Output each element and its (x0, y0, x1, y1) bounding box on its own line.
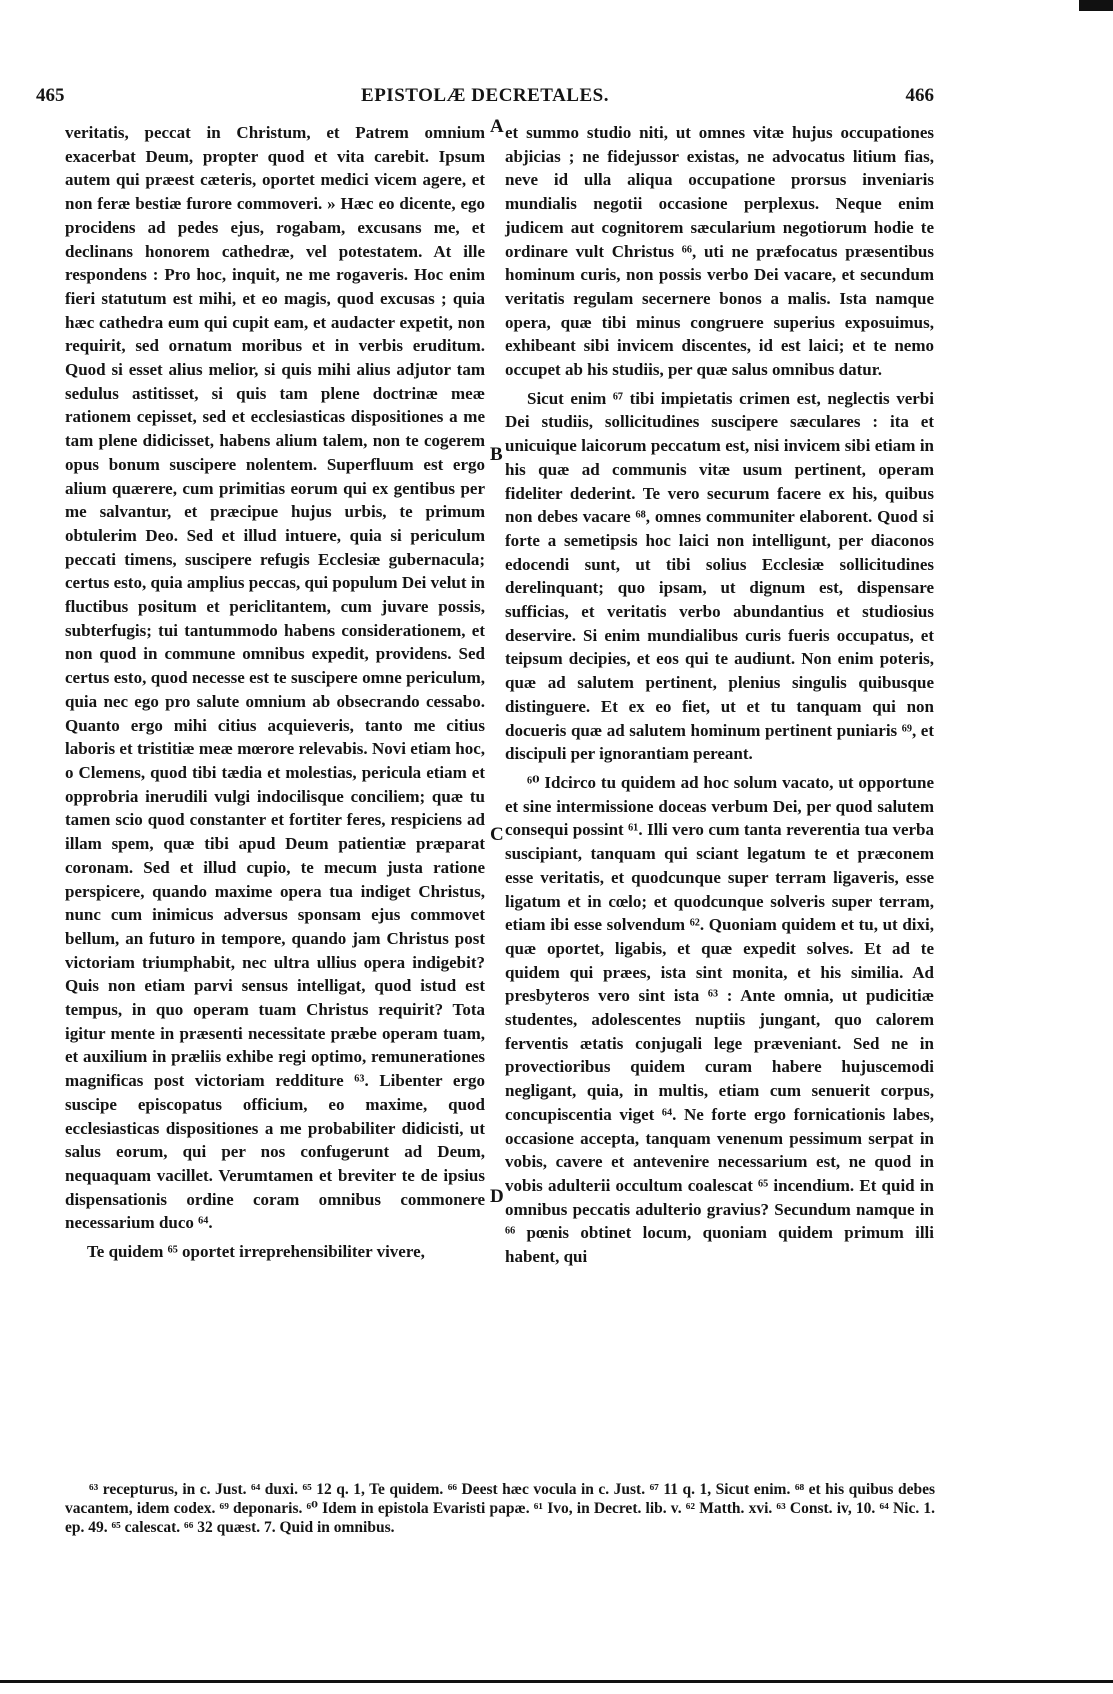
page-number-right: 466 (905, 85, 934, 106)
footnotes: ⁶³ recepturus, in c. Just. ⁶⁴ duxi. ⁶⁵ 12 q. 1, Te quidem. ⁶⁶ Deest hæc vocula in c. Just. ⁶⁷ 11 q. 1, Sicut enim. ⁶⁸ et his quibus debes vacantem, idem codex. ⁶⁹ deponaris. ⁶⁰ Idem in epistola Evaristi papæ. ⁶¹ Ivo, in Decret. lib. v. ⁶² Matth. xvi. ⁶³ Const. iv, 10. ⁶⁴ Nic. 1. ep. 49. ⁶⁵ calescat. ⁶⁶ 32 quæst. 7. Quid in omnibus. (65, 1481, 935, 1536)
section-marker-a: A (490, 116, 504, 137)
left-paragraph-1: veritatis, peccat in Christum, et Patrem omnium exacerbat Deum, propter quod et vita carebit. Ipsum autem qui præest cæteris, oportet medici vicem agere, et non feræ bestiæ furore commoveri. » Hæc eo dicente, ego procidens ad pedes ejus, rogabam, excusans me, et declinans honorem cathedræ, vel potestatem. At ille respondens : Pro hoc, inquit, ne me rogaveris. Hoc enim fieri statutum est mihi, et eo magis, quod excusas ; quia hæc cathedra eum qui cupit eam, et audacter expetit, non requirit, sed ornatum moribus et in verbis eruditum. Quod si esset alius melior, si quis mihi alius adjutor tam sedulus astitisset, si quis tam plene doctrinæ meæ rationem cepisset, sed et ecclesiasticas dispositiones a me tam plene didicisset, habens alium talem, non te cogerem opus bonum suscipere nolentem. Superfluum est ergo alium quærere, cum primitias eorum qui ex gentibus per me salvantur, et præcipue hujus urbis, te primum obtulerim Deo. Sed et illud intuere, quia si periculum peccati timens, suscipere refugis Ecclesiæ gubernacula; certus esto, quia amplius peccas, qui populum Dei velut in fluctibus positum et periclitantem, cum juvare possis, subterfugis; tui tantummodo habens considerationem, et non quod in commune omnibus expedit, providens. Sed certus esto, quod necesse est te suscipere omne periculum, quia nec ego pro salute omnium ab obsecrando cessabo. Quanto ergo mihi citius acquieveris, tanto me citius laboris et tristitiæ meæ mœrore relevabis. Novi etiam hoc, o Clemens, quod tibi tædia et molestias, pericula etiam et opprobria inerudili vulgi indocilisque conciliem; quæ tu tamen scio quod constanter et fortiter feres, respiciens ad illam spem, quæ tibi apud Deum patientiæ præparat coronam. Sed et illud cupio, te mecum justa ratione perspicere, quando maxime opera tua indiget Christus, nunc cum inimicus adversus sponsam ejus commovet bellum, an futuro in tempore, quando jam Christus post victoriam triumphabit, nec ultra ullius opera indigebit? Quis non etiam parvi sensus intelligat, quod istud est tempus, in quo operam tuam Christus requirit? Tota igitur mente in præsenti necessitate præbe operam tuam, et auxilium in præliis exhibe regi optimo, remunerationes magnificas post victoriam redditure ⁶³. Libenter ergo suscipe episcopatus officium, eo maxime, quod ecclesiasticas dispositiones a me probabiliter didicisti, ut salus eorum, qui per nos confugerunt ad Deum, nequaquam vacillet. Verumtamen et breviter te de ipsius dispensationis ordine coram omnibus commonere necessarium duco ⁶⁴. (65, 123, 485, 1233)
page-number-left: 465 (36, 85, 65, 106)
bottom-rule (0, 1680, 1113, 1683)
section-marker-c: C (490, 824, 504, 845)
section-marker-d: D (490, 1186, 504, 1207)
running-header (36, 85, 934, 113)
left-paragraph-2: Te quidem ⁶⁵ oportet irreprehensibiliter vivere, (87, 1242, 425, 1262)
section-marker-b: B (490, 444, 503, 465)
running-title: EPISTOLÆ DECRETALES. (361, 85, 609, 106)
right-column (505, 121, 934, 1269)
left-column (65, 121, 485, 1264)
right-paragraph-1: et summo studio niti, ut omnes vitæ hujus occupationes abjicias ; ne fidejussor existas, ne advocatus litium fias, neve id ulla aliqua occupatione prorsus inveniaris mundialis negotii occasione perplexus. Neque enim judicem aut cognitorem sæcularium negotiorum hodie te ordinare vult Christus ⁶⁶, uti ne præfocatus præsentibus hominum curis, non possis verbo Dei vacare, et secundum veritatis regulam secernere bonos a malis. Ista namque opera, quæ tibi minus congruere superius exposuimus, exhibeant sibi invicem discentes, id est laici; et te nemo occupet ab his studiis, per quæ salus omnibus datur. (505, 123, 934, 380)
right-paragraph-2: Sicut enim ⁶⁷ tibi impietatis crimen est, neglectis verbi Dei studiis, sollicitudines suscipere sæculares : ita et unicuique laicorum peccatum est, nisi invicem sibi etiam in his quæ ad communis vitæ usum pertinent, operam fideliter dederint. Te vero securum facere ex his, quibus non debes vacare ⁶⁸, omnes communiter elaborent. Quod si forte a semetipsis hoc laici non intelligunt, per diaconos edocendi sunt, ut tibi solius Ecclesiæ sollicitudines derelinquant; quo ipsam, ut dignum est, dispensare sufficias, et veritatis verbo abundantius et studiosius deservire. Si enim mundialibus curis fueris occupatus, et teipsum decipies, et eos qui te audiunt. Non enim poteris, quæ ad salutem pertinent, plenius singulis quibusque distinguere. Et ex eo fiet, ut et tu tanquam qui non docueris quæ ad salutem hominum pertinent puniaris ⁶⁹, et discipuli per ignorantiam pereant. (505, 388, 934, 764)
scan-edge-mark (1079, 0, 1113, 11)
right-paragraph-3: ⁶⁰ Idcirco tu quidem ad hoc solum vacato, ut opportune et sine intermissione doceas verbum Dei, per quod salutem consequi possint ⁶¹. Illi vero cum tanta reverentia tua verba suscipiant, tanquam qui sciant legatum te et præconem esse veritatis, et quodcunque super terram ligaveris, esse ligatum et in cœlo; et quodcunque solveris super terram, etiam ibi esse solvendum ⁶². Quoniam quidem et tu, ut dixi, quæ oportet, ligabis, et quæ expedit solves. Et ad te quidem qui præes, ista sint monita, et his similia. Ad presbyteros vero sint ista ⁶³ : Ante omnia, ut pudicitiæ studentes, adolescentes nuptiis jungant, quo calorem ferventis ætatis conjugali lege præveniant. Sed ne in provectioribus quidem curam habere hujuscemodi negligant, quia, in multis, etiam cum senuerit corpus, concupiscentia viget ⁶⁴. Ne forte ergo fornicationis labes, occasione accepta, tanquam venenum pessimum serpat in vobis, cavere et antevenire necessarium est, ne quod in vobis adulterii occultum coalescat ⁶⁵ incendium. Et quid in omnibus peccatis adulterio gravius? Secundum namque in ⁶⁶ pœnis obtinet locum, quoniam quidem primum illi habent, qui (505, 772, 934, 1267)
